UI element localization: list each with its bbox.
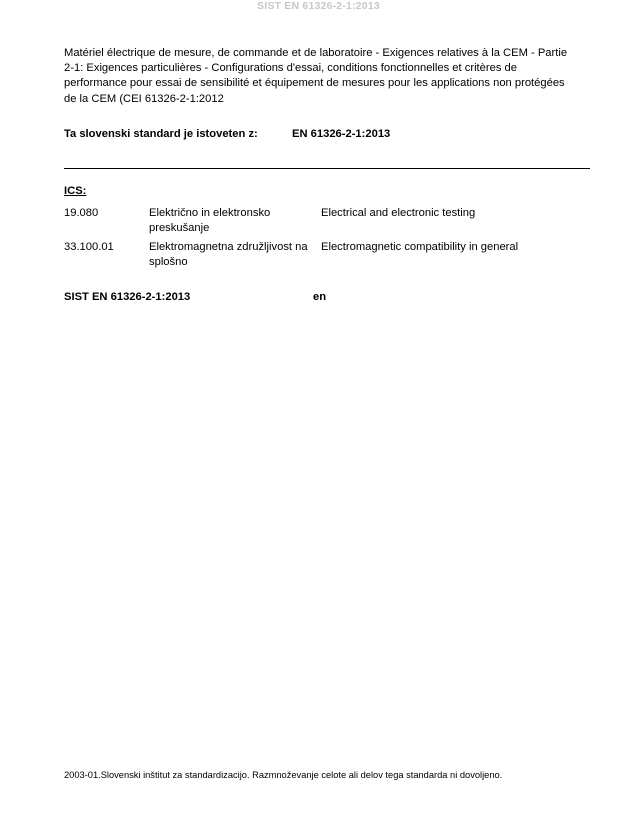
header-watermark: SIST EN 61326-2-1:2013 (257, 0, 380, 12)
ics-label-slovenian: Elektromagnetna združljivost na splošno (149, 241, 308, 268)
equivalence-value: EN 61326-2-1:2013 (292, 127, 391, 140)
standard-identifier-row (64, 291, 590, 303)
ics-label-slovenian: Električno in elektronsko preskušanje (149, 207, 271, 234)
ics-label-english: Electromagnetic compatibility in general (321, 241, 519, 254)
footer-copyright: 2003-01.Slovenski inštitut za standardizacijo. Razmnoževanje celote ali delov tega standarda ni dovoljeno. (64, 770, 503, 780)
standard-id: SIST EN 61326-2-1:2013 (64, 291, 191, 303)
ics-row (64, 206, 590, 235)
ics-code: 19.080 (64, 207, 99, 219)
ics-code: 33.100.01 (64, 241, 114, 254)
ics-row (64, 240, 590, 269)
horizontal-divider (64, 168, 590, 169)
document-title: Matériel électrique de mesure, de commande et de laboratoire - Exigences relatives à la CEM - Partie 2-1: Exigences particulières - Configurations d'essai, conditions fonctionnelles et critères de performance pour essai de sensibilité et équipement de mesures pour les applications non protégées de la CEM (CEI 61326-2-1:2012 (64, 47, 568, 105)
ics-section (64, 185, 590, 274)
ics-label-english: Electrical and electronic testing (321, 207, 476, 219)
standard-language: en (313, 291, 327, 303)
ics-heading: ICS: (64, 185, 87, 197)
title-section (64, 46, 590, 140)
equivalence-label: Ta slovenski standard je istoveten z: (64, 127, 258, 140)
equivalence-row (64, 128, 590, 140)
